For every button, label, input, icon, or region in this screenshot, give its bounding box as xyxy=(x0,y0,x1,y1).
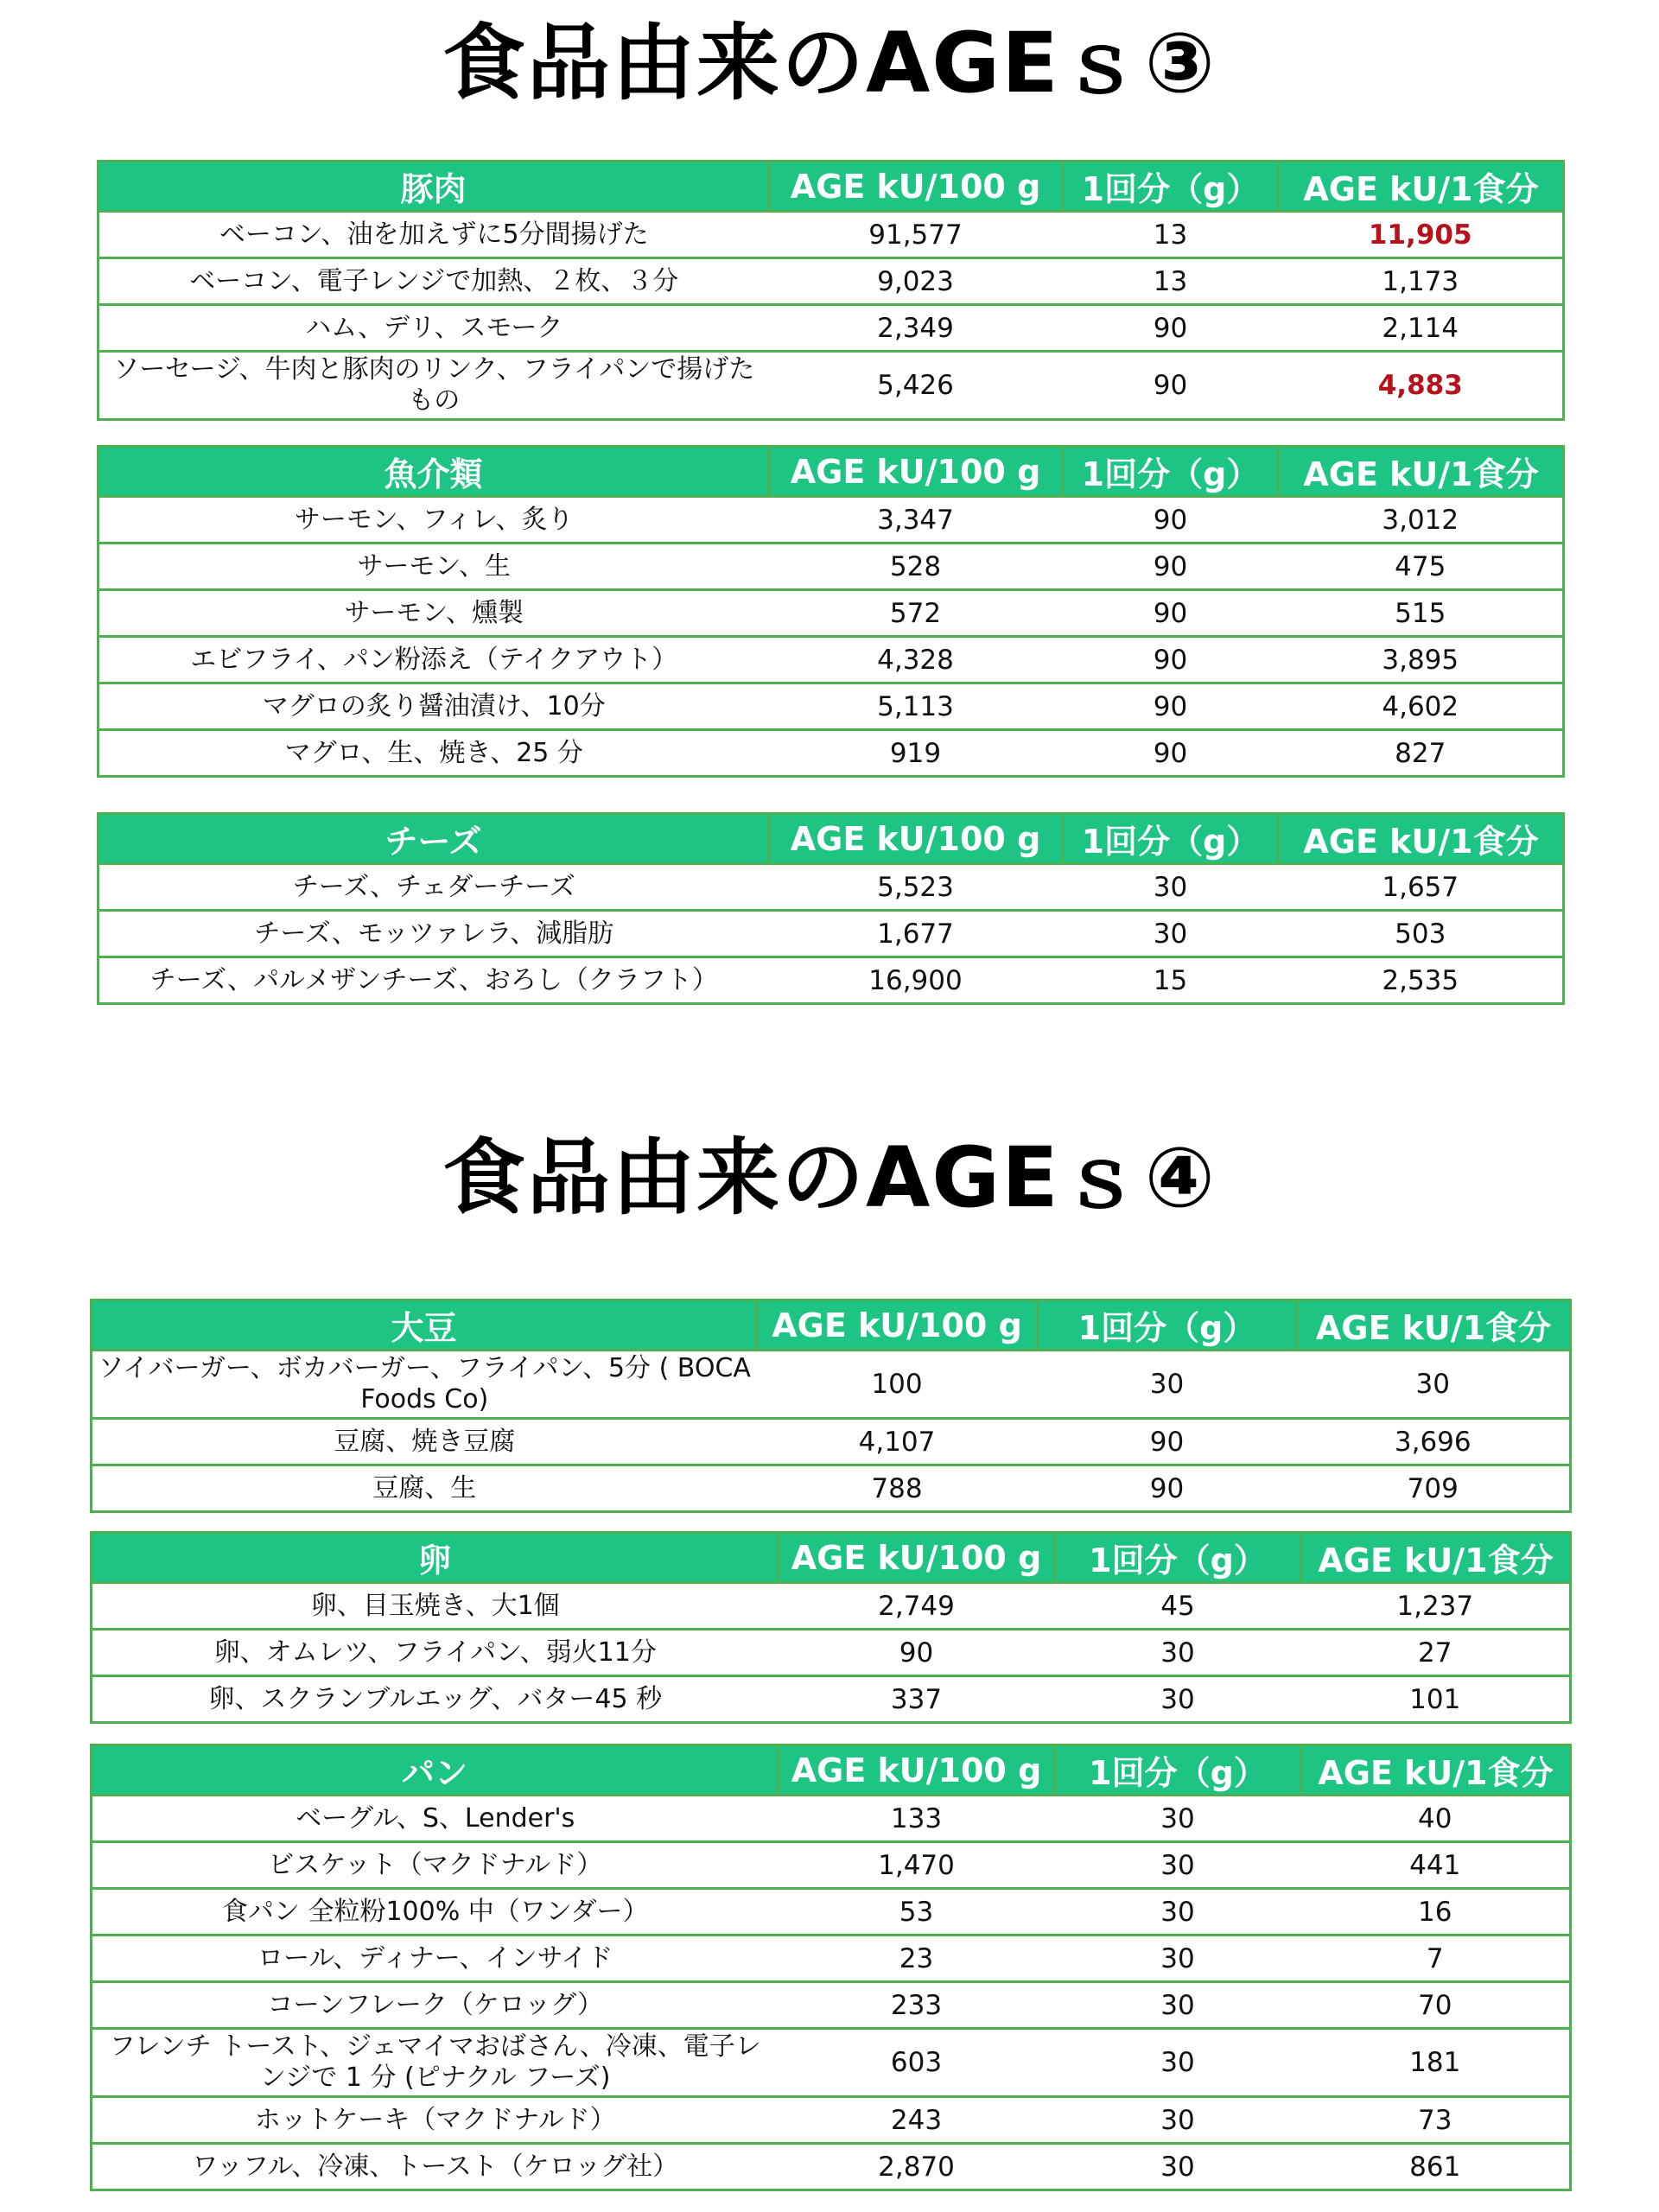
age-per-100g: 1,677 xyxy=(769,911,1063,957)
category-header: 卵 xyxy=(92,1533,779,1583)
serving-size-header: 1回分（g） xyxy=(1055,1533,1301,1583)
table-row xyxy=(92,2144,1571,2190)
table-header-row xyxy=(99,814,1564,864)
age-per-serving: 73 xyxy=(1301,2097,1571,2144)
food-name: 豆腐、生 xyxy=(92,1465,757,1512)
serving-size: 45 xyxy=(1055,1583,1301,1630)
age-per-serving: 441 xyxy=(1301,1842,1571,1889)
serving-size: 30 xyxy=(1063,864,1279,911)
age-per-100g: 788 xyxy=(757,1465,1038,1512)
table-row xyxy=(92,1465,1571,1512)
food-name: 卵、目玉焼き、大1個 xyxy=(92,1583,779,1630)
table-row xyxy=(99,352,1564,420)
table-row xyxy=(92,2029,1571,2097)
serving-size-header: 1回分（g） xyxy=(1038,1300,1297,1351)
age-per-100g: 3,347 xyxy=(769,497,1063,543)
age-per-serving: 2,114 xyxy=(1279,305,1564,352)
age-per-serving: 475 xyxy=(1279,543,1564,590)
food-name: ホットケーキ（マクドナルド） xyxy=(92,2097,779,2144)
table-row xyxy=(92,2097,1571,2144)
age-per-serving: 515 xyxy=(1279,590,1564,637)
table-row xyxy=(99,911,1564,957)
age-per-100g: 2,349 xyxy=(769,305,1063,352)
food-name: ワッフル、冷凍、トースト（ケロッグ社） xyxy=(92,2144,779,2190)
serving-size: 30 xyxy=(1055,1630,1301,1676)
table-row xyxy=(99,590,1564,637)
age-per-serving: 2,535 xyxy=(1279,957,1564,1004)
age-per-serving: 1,657 xyxy=(1279,864,1564,911)
age-per-serving: 827 xyxy=(1279,730,1564,777)
age-per-100g-header: AGE kU/100 g xyxy=(779,1533,1055,1583)
serving-size: 90 xyxy=(1063,590,1279,637)
age-per-serving: 16 xyxy=(1301,1889,1571,1936)
age-per-100g: 233 xyxy=(779,1982,1055,2029)
table-header-row xyxy=(92,1533,1571,1583)
serving-size: 90 xyxy=(1063,683,1279,730)
age-per-100g: 919 xyxy=(769,730,1063,777)
table-header-row xyxy=(99,447,1564,497)
age-per-100g: 5,523 xyxy=(769,864,1063,911)
serving-size: 90 xyxy=(1063,352,1279,420)
serving-size: 30 xyxy=(1055,1936,1301,1982)
food-name: チーズ、パルメザンチーズ、おろし（クラフト） xyxy=(99,957,769,1004)
age-per-serving-header: AGE kU/1食分 xyxy=(1279,814,1564,864)
age-per-serving: 861 xyxy=(1301,2144,1571,2190)
food-name: チーズ、モッツァレラ、減脂肪 xyxy=(99,911,769,957)
category-header: チーズ xyxy=(99,814,769,864)
food-name: サーモン、フィレ、炙り xyxy=(99,497,769,543)
food-name: サーモン、燻製 xyxy=(99,590,769,637)
age-per-100g: 23 xyxy=(779,1936,1055,1982)
age-per-serving: 27 xyxy=(1301,1630,1571,1676)
age-per-serving: 709 xyxy=(1297,1465,1571,1512)
serving-size: 30 xyxy=(1055,2029,1301,2097)
age-per-100g: 5,426 xyxy=(769,352,1063,420)
table-row xyxy=(99,957,1564,1004)
table-row xyxy=(99,305,1564,352)
age-table-卵 xyxy=(90,1531,1572,1724)
age-table-チーズ xyxy=(97,812,1565,1005)
table-row xyxy=(99,212,1564,258)
table-header-row xyxy=(92,1300,1571,1351)
age-per-serving-header: AGE kU/1食分 xyxy=(1297,1300,1571,1351)
serving-size: 90 xyxy=(1063,730,1279,777)
age-per-100g: 4,328 xyxy=(769,637,1063,683)
food-name: 豆腐、焼き豆腐 xyxy=(92,1419,757,1465)
age-per-serving: 101 xyxy=(1301,1676,1571,1723)
age-per-serving: 181 xyxy=(1301,2029,1571,2097)
table-row xyxy=(92,1630,1571,1676)
food-name: エビフライ、パン粉添え（テイクアウト） xyxy=(99,637,769,683)
serving-size: 30 xyxy=(1055,1796,1301,1842)
food-name: ソーセージ、牛肉と豚肉のリンク、フライパンで揚げたもの xyxy=(99,352,769,420)
page-title-4: 食品由来のAGEｓ④ xyxy=(442,1129,1217,1226)
age-per-serving: 3,696 xyxy=(1297,1419,1571,1465)
serving-size: 30 xyxy=(1063,911,1279,957)
food-name: コーンフレーク（ケロッグ） xyxy=(92,1982,779,2029)
table-row xyxy=(92,1982,1571,2029)
page-title-3: 食品由来のAGEｓ③ xyxy=(442,15,1217,111)
age-table-魚介類 xyxy=(97,445,1565,778)
food-name: 卵、スクランブルエッグ、バター45 秒 xyxy=(92,1676,779,1723)
table-header-row xyxy=(99,162,1564,212)
food-name: チーズ、チェダーチーズ xyxy=(99,864,769,911)
serving-size: 30 xyxy=(1055,1842,1301,1889)
age-table-パン xyxy=(90,1744,1572,2191)
table-row xyxy=(92,1583,1571,1630)
age-per-serving-header: AGE kU/1食分 xyxy=(1301,1533,1571,1583)
serving-size: 30 xyxy=(1055,1889,1301,1936)
serving-size: 15 xyxy=(1063,957,1279,1004)
food-name: マグロ、生、焼き、25 分 xyxy=(99,730,769,777)
age-per-100g-header: AGE kU/100 g xyxy=(757,1300,1038,1351)
age-per-serving: 30 xyxy=(1297,1351,1571,1419)
category-header: 豚肉 xyxy=(99,162,769,212)
serving-size: 30 xyxy=(1055,2097,1301,2144)
age-per-serving-header: AGE kU/1食分 xyxy=(1301,1745,1571,1796)
food-name: フレンチ トースト、ジェマイマおばさん、冷凍、電子レンジで 1 分 (ピナクル フーズ) xyxy=(92,2029,779,2097)
table-row xyxy=(99,543,1564,590)
age-per-100g-header: AGE kU/100 g xyxy=(779,1745,1055,1796)
serving-size: 90 xyxy=(1063,637,1279,683)
table-header-row xyxy=(92,1745,1571,1796)
serving-size: 13 xyxy=(1063,258,1279,305)
table-row xyxy=(99,730,1564,777)
table-row xyxy=(99,864,1564,911)
age-per-100g: 2,749 xyxy=(779,1583,1055,1630)
food-name: ベーコン、電子レンジで加熱、２枚、３分 xyxy=(99,258,769,305)
serving-size-header: 1回分（g） xyxy=(1063,447,1279,497)
serving-size: 30 xyxy=(1055,1982,1301,2029)
serving-size: 30 xyxy=(1038,1351,1297,1419)
age-per-100g: 2,870 xyxy=(779,2144,1055,2190)
serving-size-header: 1回分（g） xyxy=(1063,814,1279,864)
serving-size: 90 xyxy=(1038,1465,1297,1512)
age-per-100g: 337 xyxy=(779,1676,1055,1723)
table-row xyxy=(99,497,1564,543)
serving-size: 90 xyxy=(1038,1419,1297,1465)
food-name: 食パン 全粒粉100% 中（ワンダー） xyxy=(92,1889,779,1936)
age-per-100g: 528 xyxy=(769,543,1063,590)
food-name: ビスケット（マクドナルド） xyxy=(92,1842,779,1889)
food-name: ロール、ディナー、インサイド xyxy=(92,1936,779,1982)
age-per-100g: 5,113 xyxy=(769,683,1063,730)
serving-size: 30 xyxy=(1055,1676,1301,1723)
table-row xyxy=(99,637,1564,683)
age-per-100g: 9,023 xyxy=(769,258,1063,305)
food-name: マグロの炙り醤油漬け、10分 xyxy=(99,683,769,730)
table-row xyxy=(92,1419,1571,1465)
age-per-100g: 90 xyxy=(779,1630,1055,1676)
table-row xyxy=(92,1936,1571,1982)
serving-size: 90 xyxy=(1063,543,1279,590)
age-per-serving: 4,602 xyxy=(1279,683,1564,730)
table-row xyxy=(92,1842,1571,1889)
age-per-100g: 4,107 xyxy=(757,1419,1038,1465)
age-per-serving: 1,173 xyxy=(1279,258,1564,305)
age-per-100g-header: AGE kU/100 g xyxy=(769,162,1063,212)
age-per-serving: 1,237 xyxy=(1301,1583,1571,1630)
age-table-豚肉 xyxy=(97,160,1565,421)
age-per-serving: 7 xyxy=(1301,1936,1571,1982)
age-table-大豆 xyxy=(90,1299,1572,1513)
table-row xyxy=(99,258,1564,305)
table-row xyxy=(92,1796,1571,1842)
table-row xyxy=(92,1676,1571,1723)
food-name: ソイバーガー、ボカバーガー、フライパン、5分 ( BOCA Foods Co) xyxy=(92,1351,757,1419)
food-name: ベーコン、油を加えずに5分間揚げた xyxy=(99,212,769,258)
age-per-100g: 16,900 xyxy=(769,957,1063,1004)
serving-size: 13 xyxy=(1063,212,1279,258)
food-name: 卵、オムレツ、フライパン、弱火11分 xyxy=(92,1630,779,1676)
age-per-100g-header: AGE kU/100 g xyxy=(769,814,1063,864)
age-per-serving: 3,895 xyxy=(1279,637,1564,683)
age-per-serving-header: AGE kU/1食分 xyxy=(1279,447,1564,497)
category-header: 魚介類 xyxy=(99,447,769,497)
age-per-serving-header: AGE kU/1食分 xyxy=(1279,162,1564,212)
table-row xyxy=(92,1889,1571,1936)
age-per-serving: 40 xyxy=(1301,1796,1571,1842)
age-per-100g: 1,470 xyxy=(779,1842,1055,1889)
category-header: 大豆 xyxy=(92,1300,757,1351)
serving-size: 30 xyxy=(1055,2144,1301,2190)
age-per-100g-header: AGE kU/100 g xyxy=(769,447,1063,497)
age-per-100g: 91,577 xyxy=(769,212,1063,258)
table-row xyxy=(99,683,1564,730)
food-name: ハム、デリ、スモーク xyxy=(99,305,769,352)
age-per-100g: 53 xyxy=(779,1889,1055,1936)
category-header: パン xyxy=(92,1745,779,1796)
age-per-100g: 133 xyxy=(779,1796,1055,1842)
age-per-serving: 3,012 xyxy=(1279,497,1564,543)
serving-size-header: 1回分（g） xyxy=(1063,162,1279,212)
age-per-serving: 70 xyxy=(1301,1982,1571,2029)
age-per-100g: 572 xyxy=(769,590,1063,637)
age-per-100g: 243 xyxy=(779,2097,1055,2144)
age-per-serving: 11,905 xyxy=(1279,212,1564,258)
age-per-100g: 100 xyxy=(757,1351,1038,1419)
age-per-serving: 503 xyxy=(1279,911,1564,957)
table-row xyxy=(92,1351,1571,1419)
serving-size-header: 1回分（g） xyxy=(1055,1745,1301,1796)
serving-size: 90 xyxy=(1063,497,1279,543)
food-name: サーモン、生 xyxy=(99,543,769,590)
serving-size: 90 xyxy=(1063,305,1279,352)
age-per-100g: 603 xyxy=(779,2029,1055,2097)
food-name: ベーグル、S、Lender's xyxy=(92,1796,779,1842)
age-per-serving: 4,883 xyxy=(1279,352,1564,420)
